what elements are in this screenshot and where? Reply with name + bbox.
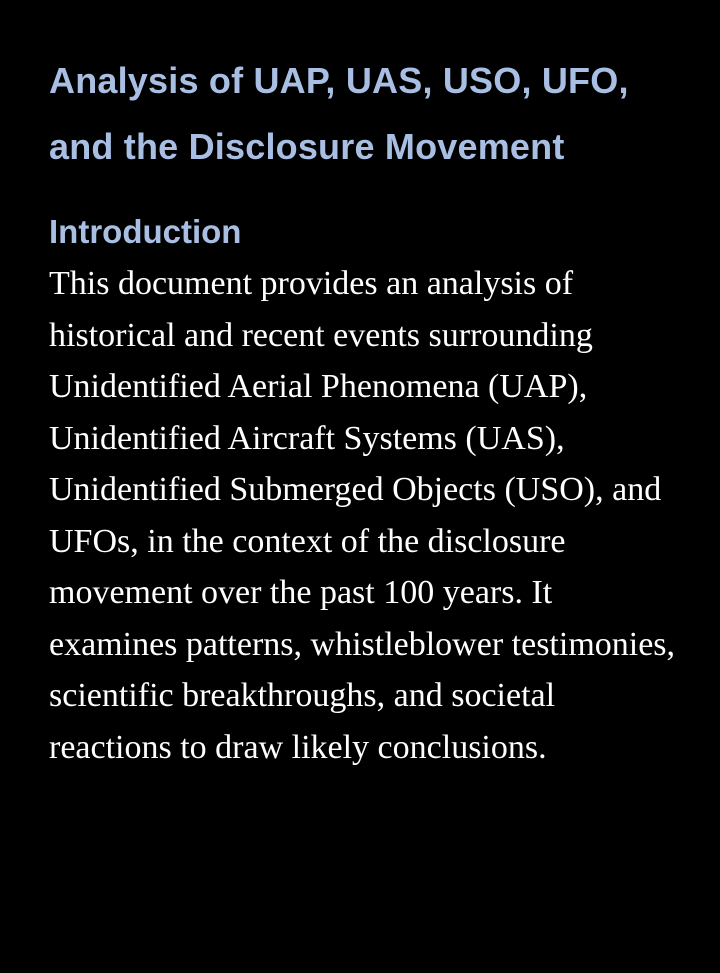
section-heading-introduction: Introduction bbox=[49, 213, 242, 250]
introduction-section bbox=[49, 208, 680, 773]
introduction-paragraph: This document provides an analysis of historical and recent events surrounding Unidentified Aerial Phenomena (UAP), Unidentified Aircraft Systems (UAS), Unidentified Submerged Objects (USO), and UFOs, in the context of the disclosure movement over the past 100 years. It examines patterns, whistleblower testimonies, scientific breakthroughs, and societal reactions to draw likely conclusions. bbox=[49, 265, 676, 766]
document-title: Analysis of UAP, UAS, USO, UFO, and the Disclosure Movement bbox=[49, 60, 629, 167]
